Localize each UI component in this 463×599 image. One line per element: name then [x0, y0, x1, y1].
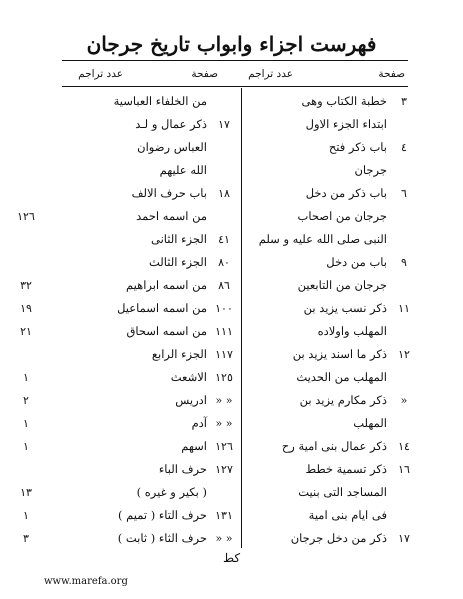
- index-row: [20, 320, 235, 343]
- row-title: باب ذكر من دخل: [305, 186, 387, 200]
- index-row: [55, 251, 235, 274]
- index-row: [235, 228, 415, 251]
- row-title: آدم: [191, 416, 207, 430]
- index-row: [235, 320, 415, 343]
- row-title: حرف التاء ( تميم ): [117, 508, 207, 522]
- right-page-header: صفحة: [378, 68, 405, 80]
- index-row: [55, 90, 235, 113]
- row-title: من اسمه ابراهيم: [126, 278, 207, 292]
- row-biography-count: ١٩: [20, 302, 32, 315]
- row-page-number: ٤: [401, 141, 407, 154]
- row-page-number: ١٤: [398, 440, 410, 453]
- right-column: [235, 90, 415, 550]
- row-title: حرف الباء: [158, 462, 207, 476]
- row-biography-count: ٣٢: [20, 279, 32, 292]
- index-row: [235, 90, 415, 113]
- index-row: [235, 527, 415, 550]
- row-title: من اسمه اسماعيل: [117, 301, 207, 315]
- index-row: [20, 274, 235, 297]
- row-page-number: ١٨: [218, 187, 230, 200]
- row-title: المساجد التى بنيت: [298, 485, 387, 499]
- row-title: ذكر مكارم يزيد بن: [299, 393, 387, 407]
- index-row: [235, 159, 415, 182]
- row-title: جرجان من التابعين: [297, 278, 387, 292]
- row-biography-count: ١: [23, 371, 29, 384]
- row-title: جرجان: [354, 163, 387, 177]
- row-title: ذكر من دخل جرجان: [290, 531, 387, 545]
- index-row: [23, 504, 235, 527]
- row-title: النبى صلى الله عليه و سلم: [258, 232, 387, 246]
- row-title: الجزء الثالث: [149, 255, 207, 269]
- index-row: [23, 435, 235, 458]
- index-row: [55, 458, 235, 481]
- index-row: [235, 182, 415, 205]
- right-count-header: عدد تراجم: [248, 68, 293, 80]
- row-page-number: ١٠٠: [215, 302, 233, 315]
- row-page-number: ١٢٥: [215, 371, 233, 384]
- row-title: من الخلفاء العباسية: [113, 94, 207, 108]
- row-page-number: ١٧: [398, 532, 410, 545]
- row-page-number: ١٢٧: [215, 463, 233, 476]
- left-column: [17, 90, 235, 550]
- index-row: [235, 389, 415, 412]
- index-row: [23, 389, 235, 412]
- row-title: المهلب: [353, 416, 387, 430]
- page-title: فهرست اجزاء وابواب تاريخ جرجان: [86, 32, 377, 56]
- index-row: [23, 366, 235, 389]
- row-title: باب حرف الالف: [131, 186, 207, 200]
- row-title: ذكر عمال بنى امية رح: [281, 439, 387, 453]
- left-page-header: صفحة: [191, 68, 218, 80]
- index-row: [235, 251, 415, 274]
- row-title: حرف الثاء ( ثابت ): [117, 531, 207, 545]
- row-title: اسهم: [181, 439, 207, 453]
- index-row: [235, 343, 415, 366]
- index-row: [235, 412, 415, 435]
- row-title: العباس رضوان: [137, 140, 207, 154]
- row-page-number: ١٢٦: [215, 440, 233, 453]
- left-count-header: عدد تراجم: [78, 68, 123, 80]
- index-row: [20, 297, 235, 320]
- row-page-number: «: [400, 394, 408, 407]
- index-row: [55, 228, 235, 251]
- row-title: المهلب واولاده: [317, 324, 387, 338]
- index-row: [235, 435, 415, 458]
- row-biography-count: ١٣: [20, 486, 32, 499]
- index-row: [23, 412, 235, 435]
- row-biography-count: ٣: [23, 532, 29, 545]
- row-page-number: « «: [215, 532, 233, 545]
- row-page-number: « «: [215, 394, 233, 407]
- index-row: [55, 182, 235, 205]
- row-biography-count: ١: [23, 440, 29, 453]
- row-page-number: « «: [215, 417, 233, 430]
- row-page-number: ١٦: [398, 463, 410, 476]
- index-row: [235, 504, 415, 527]
- index-row: [20, 481, 235, 504]
- row-title: ذكر ما اسند يزيد بن: [292, 347, 387, 361]
- row-title: الجزء الثانى: [151, 232, 207, 246]
- row-page-number: ١١: [398, 302, 410, 315]
- index-row: [55, 343, 235, 366]
- index-row: [235, 205, 415, 228]
- row-title: ادريس: [175, 393, 207, 407]
- page-number-mark: كط: [222, 551, 241, 565]
- row-title: ( بكير و غيره ): [136, 485, 207, 499]
- index-row: [235, 366, 415, 389]
- row-biography-count: ٢: [23, 394, 29, 407]
- row-title: خطبة الكتاب وهى: [301, 94, 387, 108]
- row-page-number: ١٢: [398, 348, 410, 361]
- index-row: [55, 113, 235, 136]
- row-title: ذكر تسمية خطط: [305, 462, 387, 476]
- row-biography-count: ٢١: [20, 325, 32, 338]
- row-biography-count: ١: [23, 509, 29, 522]
- row-page-number: ٣: [401, 95, 407, 108]
- index-row: [235, 297, 415, 320]
- index-row: [17, 205, 235, 228]
- row-page-number: ٤١: [218, 233, 230, 246]
- row-page-number: ٦: [401, 187, 407, 200]
- row-page-number: ١٣١: [215, 509, 233, 522]
- index-row: [235, 136, 415, 159]
- index-row: [235, 113, 415, 136]
- row-title: المهلب من الحديث: [296, 370, 387, 384]
- row-title: باب ذكر فتح: [328, 140, 387, 154]
- index-row: [235, 274, 415, 297]
- row-title: الله عليهم: [159, 163, 207, 177]
- row-title: جرجان من اصحاب: [297, 209, 387, 223]
- row-title: من اسمه احمد: [136, 209, 207, 223]
- row-title: ذكر عمال و لـد: [135, 117, 207, 131]
- row-page-number: ٨٦: [218, 279, 230, 292]
- index-row: [235, 481, 415, 504]
- header-bottom-rule: [62, 86, 408, 87]
- index-row: [23, 527, 235, 550]
- row-title: الاشعث: [170, 370, 207, 384]
- row-page-number: ٨٠: [218, 256, 230, 269]
- row-page-number: ٩: [401, 256, 407, 269]
- source-watermark: www.marefa.org: [44, 576, 128, 587]
- row-title: فى ايام بنى امية: [308, 508, 387, 522]
- row-title: باب من دخل: [326, 255, 387, 269]
- row-biography-count: ١٢٦: [17, 210, 35, 223]
- row-biography-count: ١: [23, 417, 29, 430]
- row-page-number: ١١١: [215, 325, 233, 338]
- row-title: الجزء الرابع: [151, 347, 207, 361]
- index-row: [55, 159, 235, 182]
- row-title: ابتداء الجزء الاول: [305, 117, 387, 131]
- row-page-number: ١١٧: [215, 348, 233, 361]
- index-row: [235, 458, 415, 481]
- row-title: ذكر نسب يزيد بن: [303, 301, 387, 315]
- row-title: من اسمه اسحاق: [126, 324, 207, 338]
- index-row: [55, 136, 235, 159]
- row-page-number: ١٧: [218, 118, 230, 131]
- header-top-rule: [62, 60, 408, 61]
